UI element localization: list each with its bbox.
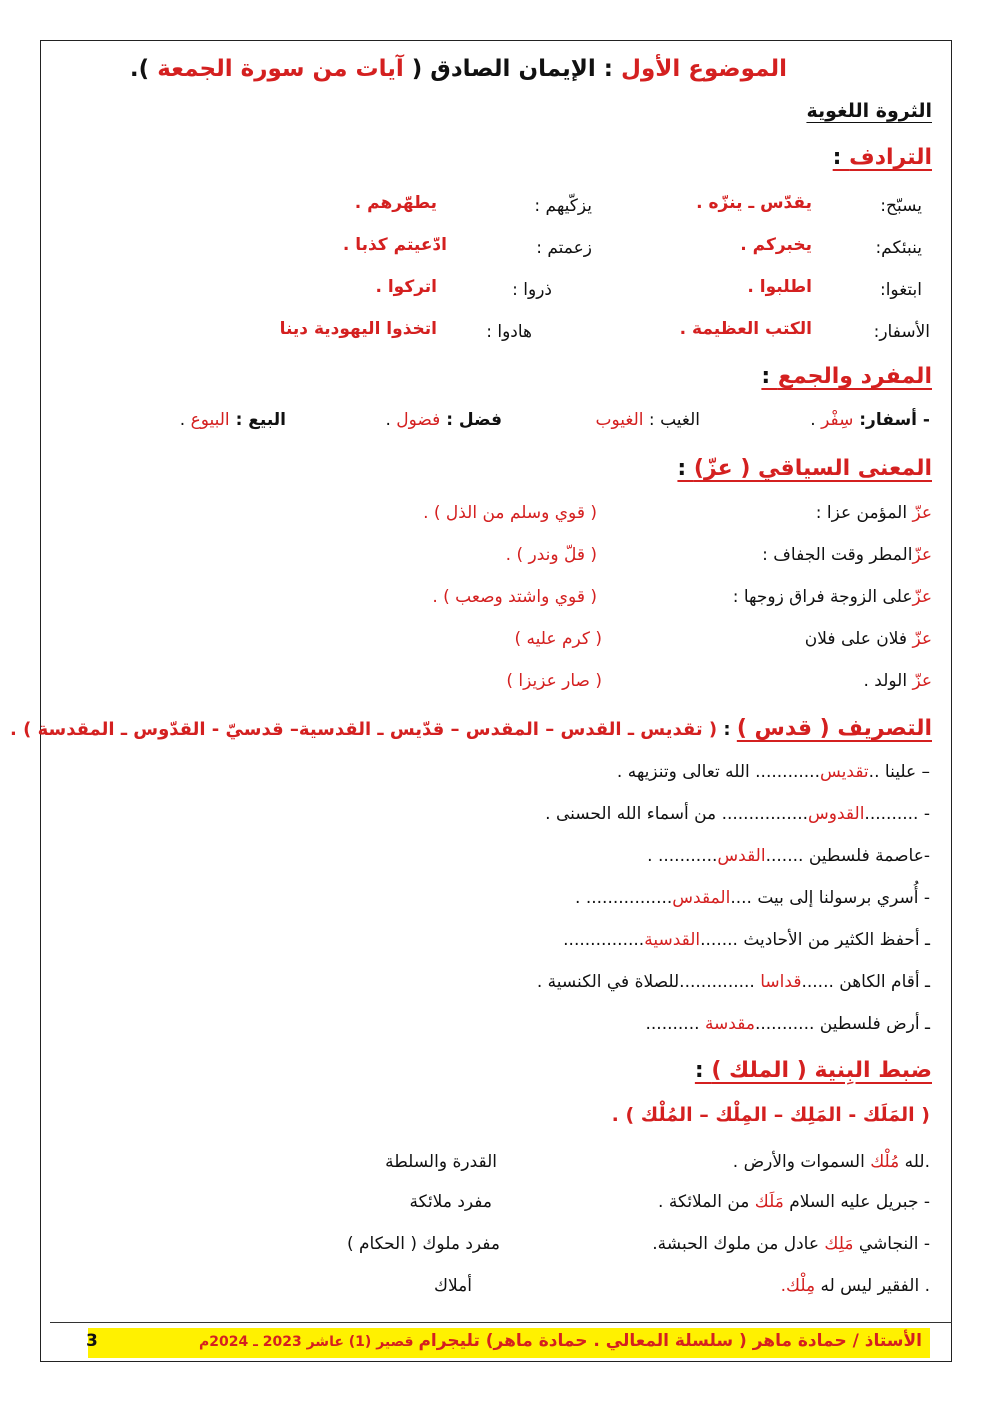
sentence-start: -عاصمة فلسطين ....... xyxy=(765,846,930,866)
sentence-start: - .......... xyxy=(864,804,930,824)
key-word: عزّ xyxy=(912,671,932,691)
key-word: عزّ xyxy=(912,587,932,607)
answer: القدسية xyxy=(644,930,701,950)
answer: قداسا xyxy=(760,972,802,992)
singular-plural-item xyxy=(810,410,930,430)
key-word: عزّ xyxy=(912,629,932,649)
footer-date: قصير (1) عاشر 2023 ـ 2024م xyxy=(198,1334,419,1350)
synonym-meaning: اطلبوا . xyxy=(747,277,812,297)
derivation-sentence xyxy=(537,972,930,992)
sentence-start: - جبريل عليه السلام xyxy=(783,1192,930,1212)
synonym-word: يزكّيهم : xyxy=(534,196,592,216)
sentence-start: ـ أحفظ الكثير من الأحاديث ....... xyxy=(700,930,930,950)
sentence-end: عادل من ملوك الحبشة. xyxy=(652,1234,825,1254)
sentence-start: ـ أقام الكاهن ...... xyxy=(801,972,930,992)
synonyms-heading-colon: : xyxy=(832,145,850,170)
sentence-end: من الملائكة . xyxy=(658,1192,755,1212)
item-end: . xyxy=(385,410,397,430)
synonym-meaning: اتخذوا اليهودية دينا xyxy=(279,319,437,339)
context-heading-text: المعنى السياقي ( عزّ) xyxy=(693,456,932,481)
synonym-meaning: الكتب العظيمة . xyxy=(679,319,812,339)
plural-word: سِفْر xyxy=(821,410,854,430)
plural-word: الغيوب xyxy=(595,410,644,430)
singular-plural-item xyxy=(596,410,701,430)
item-end: . xyxy=(179,410,191,430)
derivation-forms: ( تقديس ـ القدس – المقدس – قدّيس ـ القدسية– قدسيّ - القدّوس ـ المقدسة ) . xyxy=(9,719,718,740)
structure-meaning: أملاك xyxy=(434,1276,472,1296)
title-open-paren: ( xyxy=(403,56,431,82)
sentence-end: .......... xyxy=(645,1014,705,1034)
derivation-sentence xyxy=(545,804,930,824)
singular-plural-heading xyxy=(761,364,932,389)
synonym-word: ينبئكم: xyxy=(875,238,922,258)
structure-meaning: القدرة والسلطة xyxy=(385,1152,497,1172)
structure-meaning: مفرد ملائكة xyxy=(409,1192,492,1212)
sentence-rest: الولد . xyxy=(863,671,913,691)
synonym-meaning: اتركوا . xyxy=(375,277,437,297)
page-number: 3 xyxy=(86,1331,98,1351)
derivation-sentence xyxy=(575,888,930,908)
context-sentence xyxy=(863,671,932,691)
structure-heading xyxy=(695,1058,932,1083)
sentence-end: ................ . xyxy=(575,888,673,908)
synonym-meaning: يخبركم . xyxy=(740,235,812,255)
sentence-end: ........... . xyxy=(647,846,718,866)
title-topic-number: الموضوع الأول xyxy=(621,56,787,82)
sentence-start: .لله xyxy=(899,1152,930,1172)
sentence-end: ..............للصلاة في الكنسية . xyxy=(536,972,761,992)
structure-heading-colon: : xyxy=(694,1058,712,1083)
title-separator: : xyxy=(595,56,621,82)
synonym-word: ذروا : xyxy=(512,280,552,300)
key-word: عزّ xyxy=(912,503,932,523)
synonyms-heading-text: الترادف xyxy=(849,145,932,170)
derivation-sentence xyxy=(563,930,930,950)
context-meaning: ( قوي واشتد وصعب ) . xyxy=(432,587,597,607)
synonym-meaning: ادّعيتم كذبا . xyxy=(342,235,447,255)
context-heading-colon: : xyxy=(677,456,694,481)
structure-sentence xyxy=(781,1276,930,1296)
context-meaning: ( قلّ وندر ) . xyxy=(505,545,597,565)
structure-meaning: مفرد ملوك ( الحكام ) xyxy=(346,1234,500,1254)
footer-divider xyxy=(50,1322,952,1323)
sentence-end: ............... xyxy=(563,930,645,950)
sentence-start: ـ أرض فلسطين ........... xyxy=(754,1014,930,1034)
synonyms-heading xyxy=(833,145,932,170)
singular-word: الغيب : xyxy=(643,410,700,430)
sentence-rest: فلان على فلان xyxy=(804,629,913,649)
context-meaning: ( صار عزيزا ) xyxy=(506,671,602,691)
synonym-meaning: يقدّس ـ ينزّه . xyxy=(696,193,812,213)
answer: تقديس xyxy=(820,762,869,782)
derivation-heading-colon: : xyxy=(717,719,737,740)
synonym-meaning: يطهّرهم . xyxy=(354,193,437,213)
synonym-word: زعمتم : xyxy=(536,238,592,258)
sentence-end: ............ الله تعالى وتنزيهه . xyxy=(616,762,820,782)
sentence-start: - النجاشي xyxy=(853,1234,930,1254)
key-word: عزّ xyxy=(912,545,932,565)
title-surah: آيات من سورة الجمعة xyxy=(157,56,404,82)
derivation-heading-text: التصريف ( قدس ) xyxy=(736,716,932,741)
singular-plural-heading-colon: : xyxy=(761,364,778,389)
singular-word: - أسفار: xyxy=(853,410,930,430)
context-meaning: ( قوي وسلم من الذل ) . xyxy=(423,503,597,523)
page-title xyxy=(130,56,787,82)
singular-word: البيع : xyxy=(229,410,286,430)
synonym-word: يسبّح: xyxy=(880,196,922,216)
answer: مَلِك xyxy=(824,1234,854,1254)
derivation-sentence xyxy=(617,762,930,782)
answer: القدوس xyxy=(808,804,865,824)
structure-sentence xyxy=(652,1234,930,1254)
singular-plural-item xyxy=(385,410,502,430)
context-sentence xyxy=(805,629,932,649)
derivation-sentence xyxy=(647,846,930,866)
answer: مُلْك xyxy=(870,1152,900,1172)
footer-author: الأستاذ / حمادة ماهر ( سلسلة المعالي . حمادة ماهر) تليجرام xyxy=(418,1331,922,1351)
sentence-start: – علينا .. xyxy=(868,762,930,782)
singular-plural-heading-text: المفرد والجمع xyxy=(777,364,932,389)
singular-word: فضل : xyxy=(440,410,502,430)
structure-heading-text: ضبط البِنية ( الملك ) xyxy=(711,1058,932,1083)
sentence-rest: على الزوجة فراق زوجها : xyxy=(732,587,913,607)
plural-word: فضول xyxy=(396,410,441,430)
answer: القدس xyxy=(717,846,766,866)
sentence-end: ................ من أسماء الله الحسنى . xyxy=(545,804,809,824)
plural-word: البيوع xyxy=(190,410,230,430)
synonym-word: الأسفار: xyxy=(873,322,930,342)
answer: المقدس xyxy=(672,888,731,908)
context-meaning: ( كرم عليه ) xyxy=(514,629,602,649)
item-end: . xyxy=(810,410,822,430)
footer-banner xyxy=(88,1328,930,1358)
sentence-rest: المؤمن عزا : xyxy=(815,503,913,523)
section-subtitle: الثروة اللغوية xyxy=(806,100,932,122)
answer: مِلْك. xyxy=(780,1276,816,1296)
structure-sentence xyxy=(658,1192,930,1212)
synonym-word: ابتغوا: xyxy=(879,280,922,300)
sentence-start: . الفقير ليس له xyxy=(815,1276,930,1296)
derivation-sentence xyxy=(645,1014,930,1034)
structure-sentence xyxy=(733,1152,930,1172)
singular-plural-item xyxy=(180,410,286,430)
sentence-rest: المطر وقت الجفاف : xyxy=(762,545,913,565)
sentence-end: السموات والأرض . xyxy=(732,1152,871,1172)
answer: مقدسة xyxy=(704,1014,755,1034)
title-close-paren: ). xyxy=(129,56,158,82)
title-topic-name: الإيمان الصادق xyxy=(430,56,596,82)
context-sentence xyxy=(733,587,932,607)
context-sentence xyxy=(762,545,932,565)
derivation-heading xyxy=(10,716,932,741)
context-heading xyxy=(677,456,932,481)
footer-credit xyxy=(199,1331,922,1351)
context-sentence xyxy=(816,503,932,523)
synonym-word: هادوا : xyxy=(486,322,532,342)
sentence-start: - أُسري برسولنا إلى بيت .... xyxy=(730,888,930,908)
structure-forms: ( المَلَك - المَلِك – المِلْك – المُلْك ) . xyxy=(611,1104,930,1126)
answer: مَلَك xyxy=(754,1192,784,1212)
